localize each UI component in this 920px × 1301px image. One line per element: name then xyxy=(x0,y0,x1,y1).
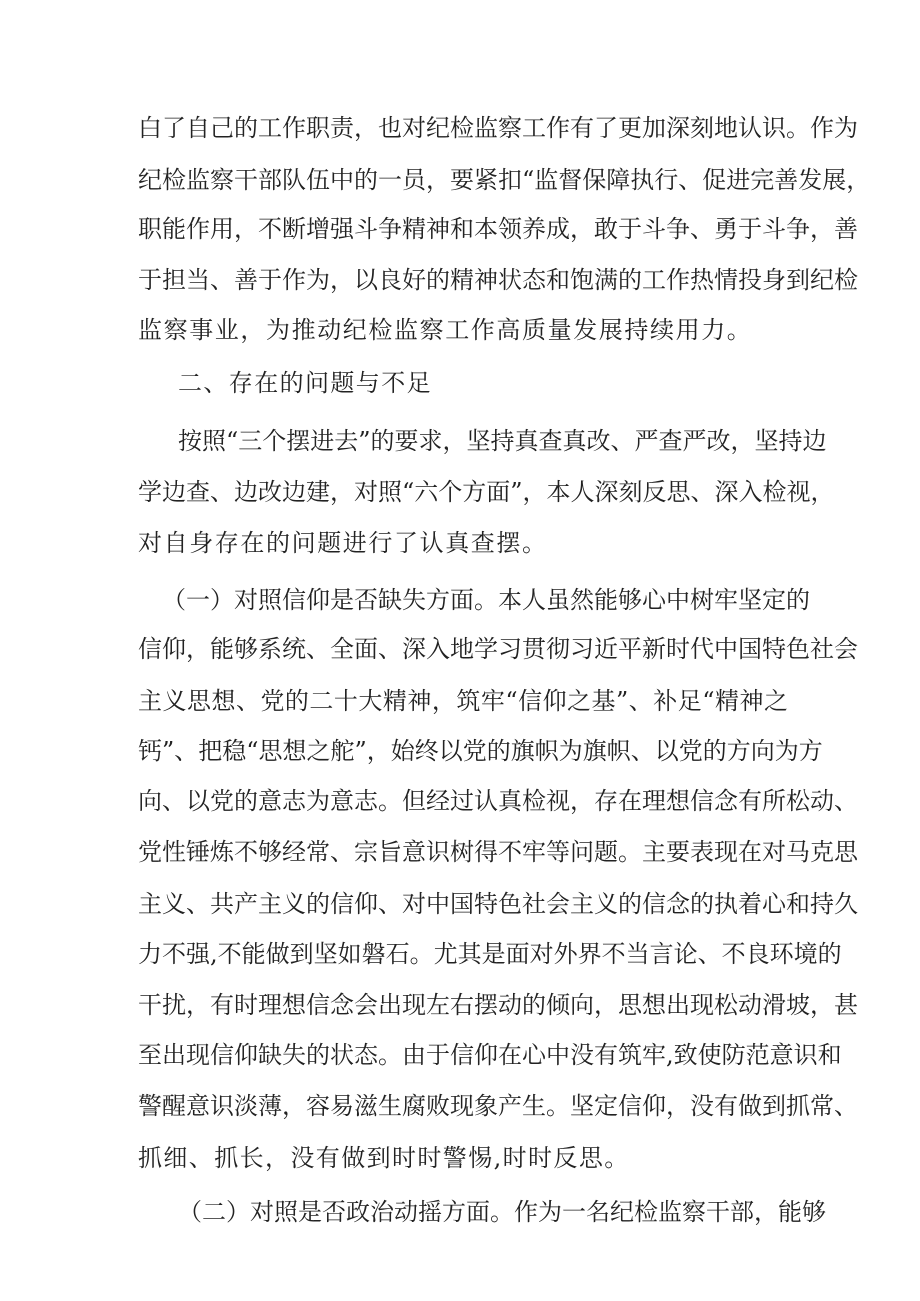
section-heading: 二、存在的问题与不足 xyxy=(178,369,432,397)
paragraph-line: 纪检监察干部队伍中的一员，要紧扣“监督保障执行、促进完善发展， xyxy=(138,166,871,194)
paragraph-line: 职能作用，不断增强斗争精神和本领养成，敢于斗争、勇于斗争，善 xyxy=(138,215,858,243)
paragraph-line: 警醒意识淡薄，容易滋生腐败现象产生。坚定信仰，没有做到抓常、 xyxy=(138,1092,858,1120)
paragraph-line: 向、以党的意志为意志。但经过认真检视，存在理想信念有所松动、 xyxy=(138,787,858,815)
paragraph-line: （二）对照是否政治动摇方面。作为一名纪检监察干部，能够 xyxy=(178,1198,826,1226)
paragraph-line: 白了自己的工作职责，也对纪检监察工作有了更加深刻地认识。作为 xyxy=(138,114,858,142)
paragraph-line: 于担当、善于作为，以良好的精神状态和饱满的工作热情投身到纪检 xyxy=(138,266,858,294)
paragraph-line: 学边查、边改边建，对照“六个方面”，本人深刻反思、深入检视， xyxy=(138,478,835,506)
paragraph-line: 信仰，能够系统、全面、深入地学习贯彻习近平新时代中国特色社会 xyxy=(138,635,858,663)
paragraph-line: 主义、共产主义的信仰、对中国特色社会主义的信念的执着心和持久 xyxy=(138,890,858,918)
paragraph-line: 党性锤炼不够经常、宗旨意识树得不牢等问题。主要表现在对马克思 xyxy=(138,838,858,866)
paragraph-line: 监察事业，为推动纪检监察工作高质量发展持续用力。 xyxy=(138,316,753,344)
paragraph-line: （一）对照信仰是否缺失方面。本人虽然能够心中树牢坚定的 xyxy=(162,586,810,614)
paragraph-line: 钙”、把稳“思想之舵”，始终以党的旗帜为旗帜、以党的方向为方 xyxy=(138,737,823,765)
paragraph-line: 抓细、抓长，没有做到时时警惕,时时反思。 xyxy=(138,1144,630,1172)
paragraph-line: 力不强,不能做到坚如磐石。尤其是面对外界不当言论、不良环境的 xyxy=(138,940,842,968)
paragraph-line: 对自身存在的问题进行了认真查摆。 xyxy=(138,529,548,557)
paragraph-line: 干扰，有时理想信念会出现左右摆动的倾向，思想出现松动滑坡，甚 xyxy=(138,991,858,1019)
paragraph-line: 主义思想、党的二十大精神，筑牢“信仰之基”、补足“精神之 xyxy=(138,687,788,715)
paragraph-line: 至出现信仰缺失的状态。由于信仰在心中没有筑牢,致使防范意识和 xyxy=(138,1041,842,1069)
paragraph-line: 按照“三个摆进去”的要求，坚持真查真改、严查严改，坚持边 xyxy=(178,427,827,455)
